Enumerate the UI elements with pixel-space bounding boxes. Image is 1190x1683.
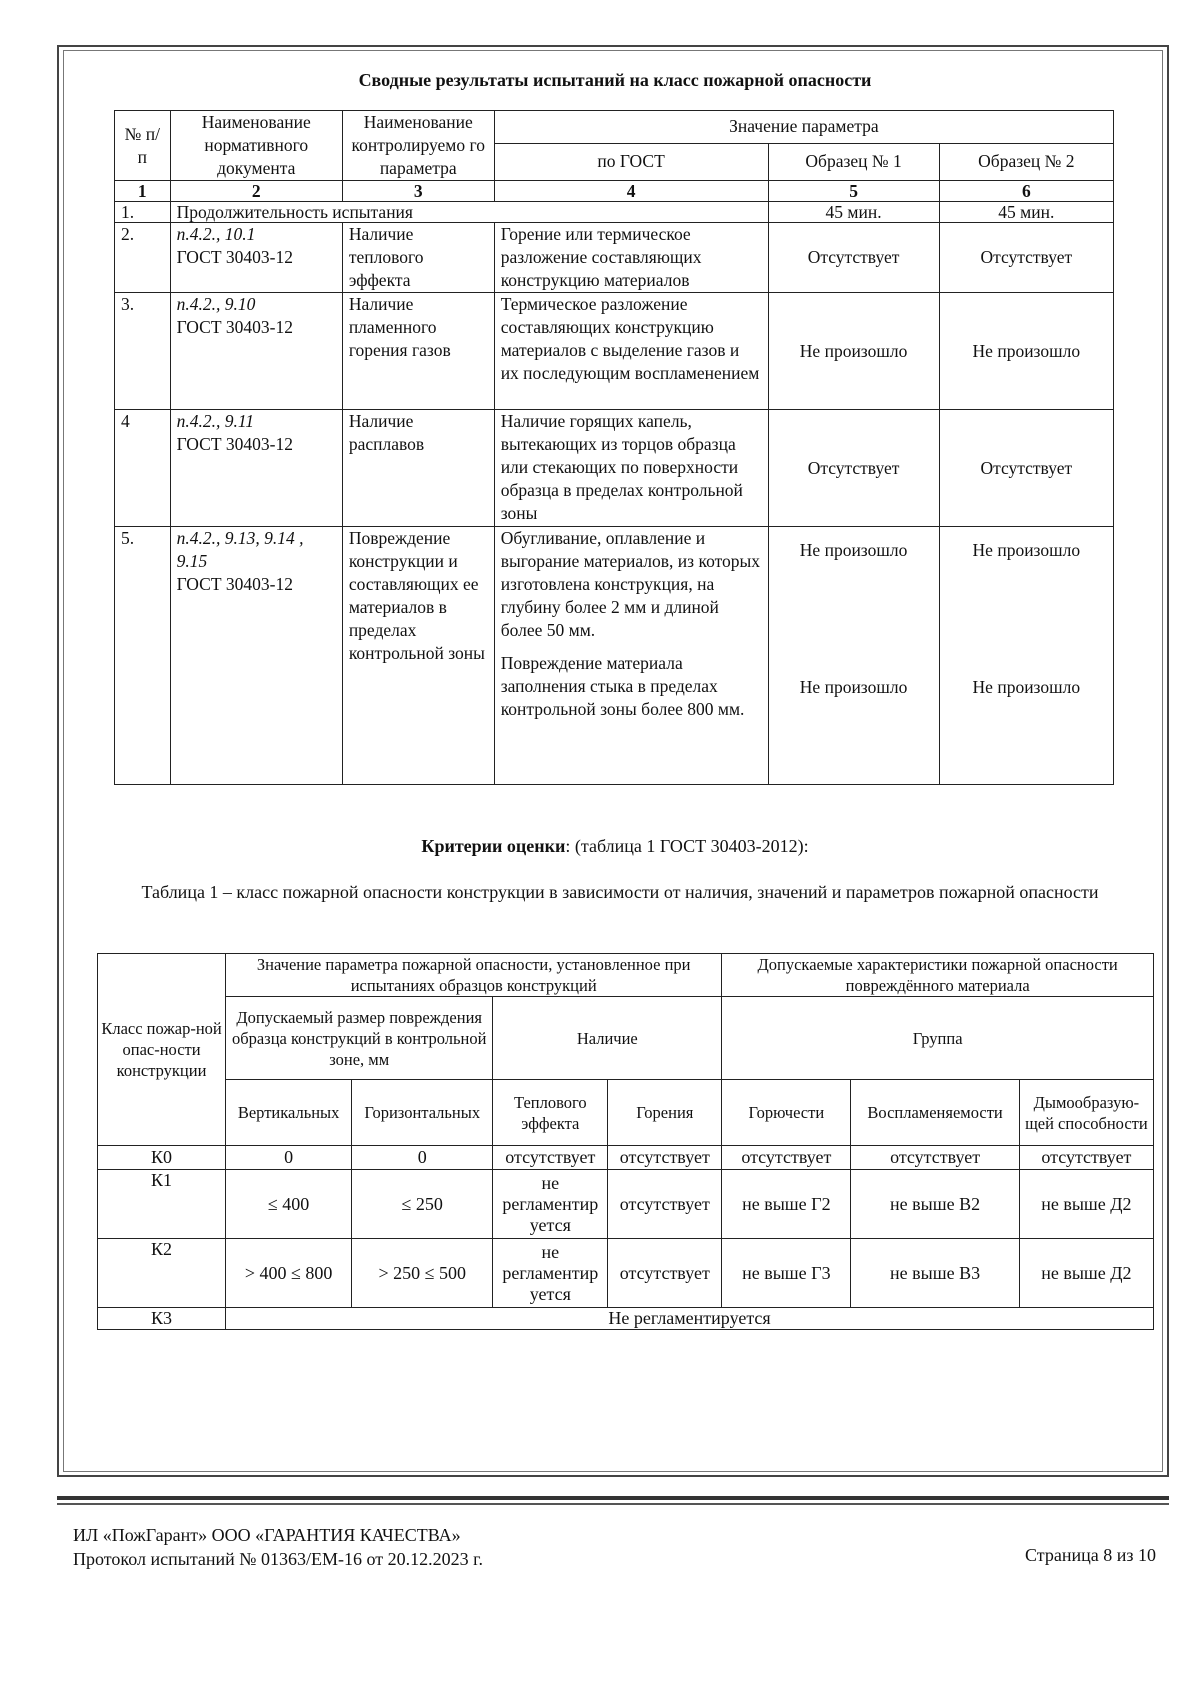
footer-org: ИЛ «ПожГарант» ООО «ГАРАНТИЯ КАЧЕСТВА»	[73, 1525, 461, 1545]
header-class: Класс пожар-ной опас-ности конструкции	[98, 954, 226, 1146]
header-sample2: Образец № 2	[939, 143, 1113, 180]
table-row: К1 ≤ 400 ≤ 250 не регламентир уется отсутствует не выше Г2 не выше В2 не выше Д2	[98, 1170, 1154, 1239]
table-row: 4 п.4.2., 9.11 ГОСТ 30403-12 Наличие расплавов Наличие горящих капель, вытекающих из торцов образца или стекающих по поверхности образца в пределах контрольной зоны Отсутствует Отсутствует	[115, 410, 1114, 527]
table-row: К3 Не регламентируется	[98, 1308, 1154, 1330]
header-sample1: Образец № 1	[768, 143, 939, 180]
header-group2: Допускаемые характеристики пожарной опасности повреждённого материала	[722, 954, 1154, 997]
header-burning: Горения	[608, 1080, 722, 1146]
header-param: Наименование контролируемо го параметра	[342, 111, 494, 181]
header-heat: Теплового эффекта	[493, 1080, 608, 1146]
header-group: Группа	[722, 997, 1154, 1080]
header-presence: Наличие	[493, 997, 722, 1080]
footer-rule	[57, 1496, 1169, 1500]
column-number-row: 1 2 3 4 5 6	[115, 181, 1114, 202]
header-smoke: Дымообразую-щей способности	[1019, 1080, 1153, 1146]
results-table	[114, 110, 1114, 785]
header-num: № п/п	[115, 111, 171, 181]
table-row: 1. Продолжительность испытания 45 мин. 45 мин.	[115, 202, 1114, 223]
criteria-line: Критерии оценки: (таблица 1 ГОСТ 30403-2012):	[421, 836, 809, 856]
table-row: 2. п.4.2., 10.1 ГОСТ 30403-12 Наличие теплового эффекта Горение или термическое разложение составляющих конструкцию материалов Отсутствует Отсутствует	[115, 223, 1114, 293]
table-row: 5. п.4.2., 9.13, 9.14 , 9.15 ГОСТ 30403-12 Повреждение конструкции и составляющих ее материалов в пределах контрольной зоны Обугливание, оплавление и выгорание материалов, из которых изготовлена конструкция, на глубину более 2 мм и длиной более 50 мм. Повреждение материала заполнения стыка в пределах контрольной зоны более 800 мм. Не произошло Не произошло Не произошло Не произошло	[115, 527, 1114, 785]
header-group1: Значение параметра пожарной опасности, установленное при испытаниях образцов конструкций	[226, 954, 722, 997]
header-size: Допускаемый размер повреждения образца конструкций в контрольной зоне, мм	[226, 997, 493, 1080]
table-row: 3. п.4.2., 9.10 ГОСТ 30403-12 Наличие пламенного горения газов Термическое разложение составляющих конструкцию материалов с выделение газов и их последующим воспламенением Не произошло Не произошло	[115, 293, 1114, 410]
criteria-table	[97, 953, 1154, 1330]
footer-protocol: Протокол испытаний № 01363/ЕМ-16 от 20.12.2023 г.	[73, 1549, 483, 1569]
footer-rule-thin	[57, 1503, 1169, 1505]
table-row: К0 0 0 отсутствует отсутствует отсутствует отсутствует отсутствует	[98, 1146, 1154, 1170]
header-vertical: Вертикальных	[226, 1080, 352, 1146]
results-title: Сводные результаты испытаний на класс пожарной опасности	[358, 70, 872, 90]
header-horizontal: Горизонтальных	[352, 1080, 493, 1146]
header-combustibility: Горючести	[722, 1080, 851, 1146]
header-ignitability: Воспламеняемости	[851, 1080, 1019, 1146]
header-value: Значение параметра	[494, 111, 1113, 144]
table-caption: Таблица 1 – класс пожарной опасности конструкции в зависимости от наличия, значений и параметров пожарной опасности	[141, 882, 1099, 902]
table-row: К2 > 400 ≤ 800 > 250 ≤ 500 не регламентир уется отсутствует не выше Г3 не выше В3 не выше Д2	[98, 1239, 1154, 1308]
header-doc: Наименование нормативного документа	[170, 111, 342, 181]
header-gost: по ГОСТ	[494, 143, 768, 180]
footer-page-number: Страница 8 из 10	[1025, 1545, 1156, 1565]
